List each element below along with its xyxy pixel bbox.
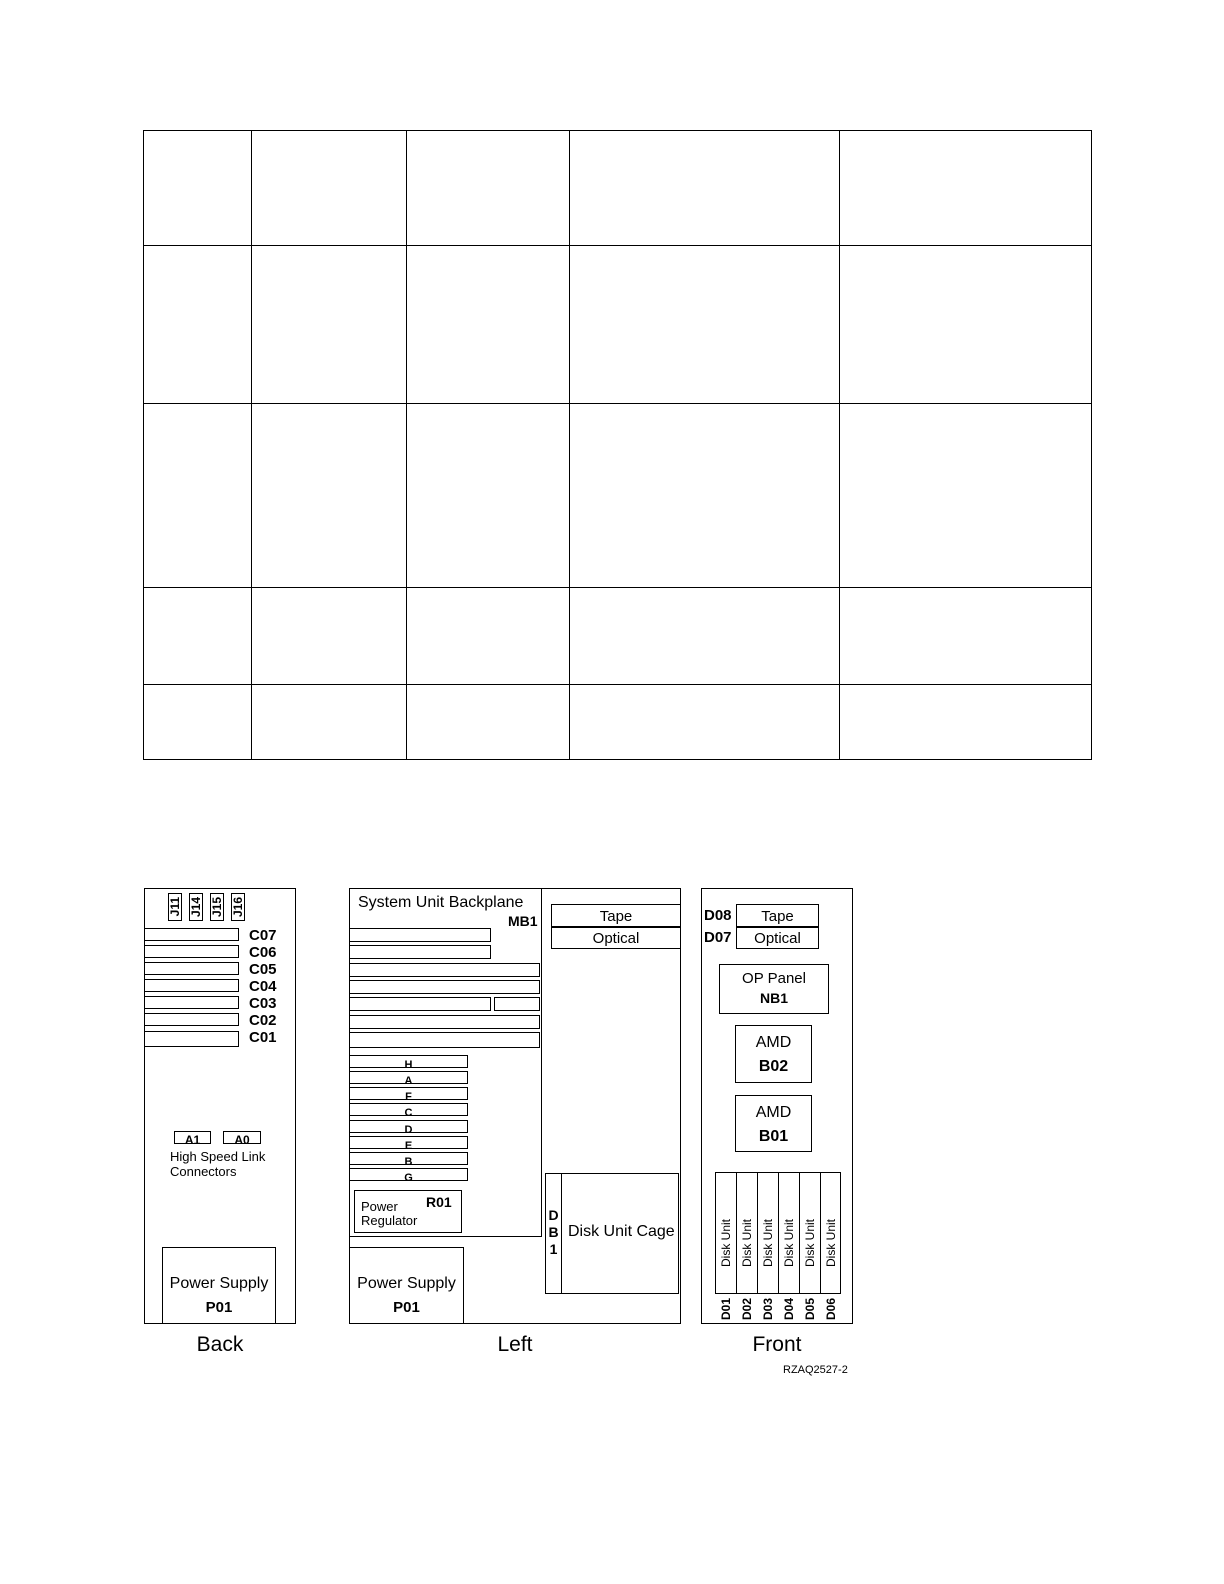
connector-j15: J15 (210, 893, 224, 921)
bay-code-d07: D07 (704, 929, 732, 946)
disk-unit-d01: Disk Unit (715, 1172, 737, 1294)
blank-table (143, 130, 1092, 760)
slot-c01 (144, 1031, 239, 1047)
slot-label-c07: C07 (249, 927, 277, 944)
slot-c04 (144, 979, 239, 992)
memory-slot-f: F (349, 1087, 468, 1100)
slot-label-c03: C03 (249, 995, 277, 1012)
table-row (144, 587, 1092, 684)
disk-code-d02: D02 (740, 1298, 754, 1321)
front-caption: Front (752, 1333, 802, 1356)
backplane-label: System Unit Backplane (358, 894, 524, 911)
link-a0: A0 (223, 1131, 261, 1144)
memory-slot-c: C (349, 1103, 468, 1116)
slot-c06 (144, 945, 239, 958)
memory-slot-g: G (349, 1168, 468, 1181)
amd-b01-code: B01 (758, 1128, 789, 1145)
card-slot (349, 963, 540, 977)
regulator-label-1: Power (361, 1199, 398, 1214)
slot-c05 (144, 962, 239, 975)
link-caption-1: High Speed Link (170, 1149, 266, 1164)
disk-code-d03: D03 (761, 1298, 775, 1321)
memory-slot-a: A (349, 1071, 468, 1084)
left-ps-code: P01 (393, 1299, 420, 1316)
memory-slot-b: B (349, 1152, 468, 1165)
table-row (144, 246, 1092, 404)
card-slot (349, 1032, 540, 1048)
card-slot (349, 945, 491, 959)
disk-unit-d03: Disk Unit (757, 1172, 779, 1294)
db-letter-1: 1 (549, 1241, 558, 1257)
regulator-label-2: Regulator (361, 1213, 418, 1228)
front-tape-bay: Tape (736, 904, 819, 927)
left-ps-label: Power Supply (357, 1275, 456, 1292)
left-optical-bay: Optical (551, 927, 681, 949)
slot-label-c04: C04 (249, 978, 277, 995)
backplane-code: MB1 (508, 913, 538, 929)
regulator-code: R01 (426, 1194, 452, 1210)
connector-j11: J11 (168, 893, 182, 921)
memory-slot-d: D (349, 1120, 468, 1133)
db-letter-b: B (548, 1224, 559, 1240)
connector-j14: J14 (189, 893, 203, 921)
amd-b02-label: AMD (755, 1034, 792, 1051)
card-slot (494, 997, 540, 1011)
bay-code-d08: D08 (704, 907, 732, 924)
connector-j16: J16 (231, 893, 245, 921)
amd-b02-code: B02 (758, 1058, 789, 1075)
disk-code-d01: D01 (719, 1298, 733, 1321)
amd-b01-label: AMD (755, 1104, 792, 1121)
left-tape-bay: Tape (551, 904, 681, 927)
table-row (144, 404, 1092, 587)
slot-label-c05: C05 (249, 961, 277, 978)
card-slot (349, 1015, 540, 1029)
slot-label-c01: C01 (249, 1029, 277, 1046)
link-a1: A1 (174, 1131, 211, 1144)
card-slot (349, 997, 491, 1011)
table-row (144, 131, 1092, 246)
memory-slot-e: E (349, 1136, 468, 1149)
memory-slot-h: H (349, 1055, 468, 1068)
card-slot (349, 980, 540, 994)
slot-c02 (144, 1013, 239, 1026)
back-ps-code: P01 (205, 1299, 233, 1316)
back-caption: Back (196, 1333, 244, 1356)
left-caption: Left (497, 1333, 533, 1356)
disk-code-d04: D04 (782, 1298, 796, 1321)
disk-unit-d06: Disk Unit (820, 1172, 841, 1294)
slot-label-c06: C06 (249, 944, 277, 961)
disk-unit-d02: Disk Unit (736, 1172, 758, 1294)
disk-unit-d05: Disk Unit (799, 1172, 821, 1294)
table-row (144, 684, 1092, 759)
disk-unit-d04: Disk Unit (778, 1172, 800, 1294)
disk-code-d05: D05 (803, 1298, 817, 1321)
slot-c03 (144, 996, 239, 1009)
op-panel-code: NB1 (759, 990, 788, 1006)
slot-c07 (144, 928, 239, 941)
op-panel-label: OP Panel (742, 970, 806, 987)
figure-id: RZAQ2527-2 (783, 1364, 848, 1376)
link-caption-2: Connectors (170, 1164, 237, 1179)
db-letter-d: D (548, 1207, 559, 1223)
front-optical-bay: Optical (736, 927, 819, 949)
disk-code-d06: D06 (824, 1298, 838, 1321)
cage-label: Disk Unit Cage (568, 1223, 675, 1240)
back-ps-label: Power Supply (169, 1275, 269, 1292)
card-slot (349, 928, 491, 942)
slot-label-c02: C02 (249, 1012, 277, 1029)
